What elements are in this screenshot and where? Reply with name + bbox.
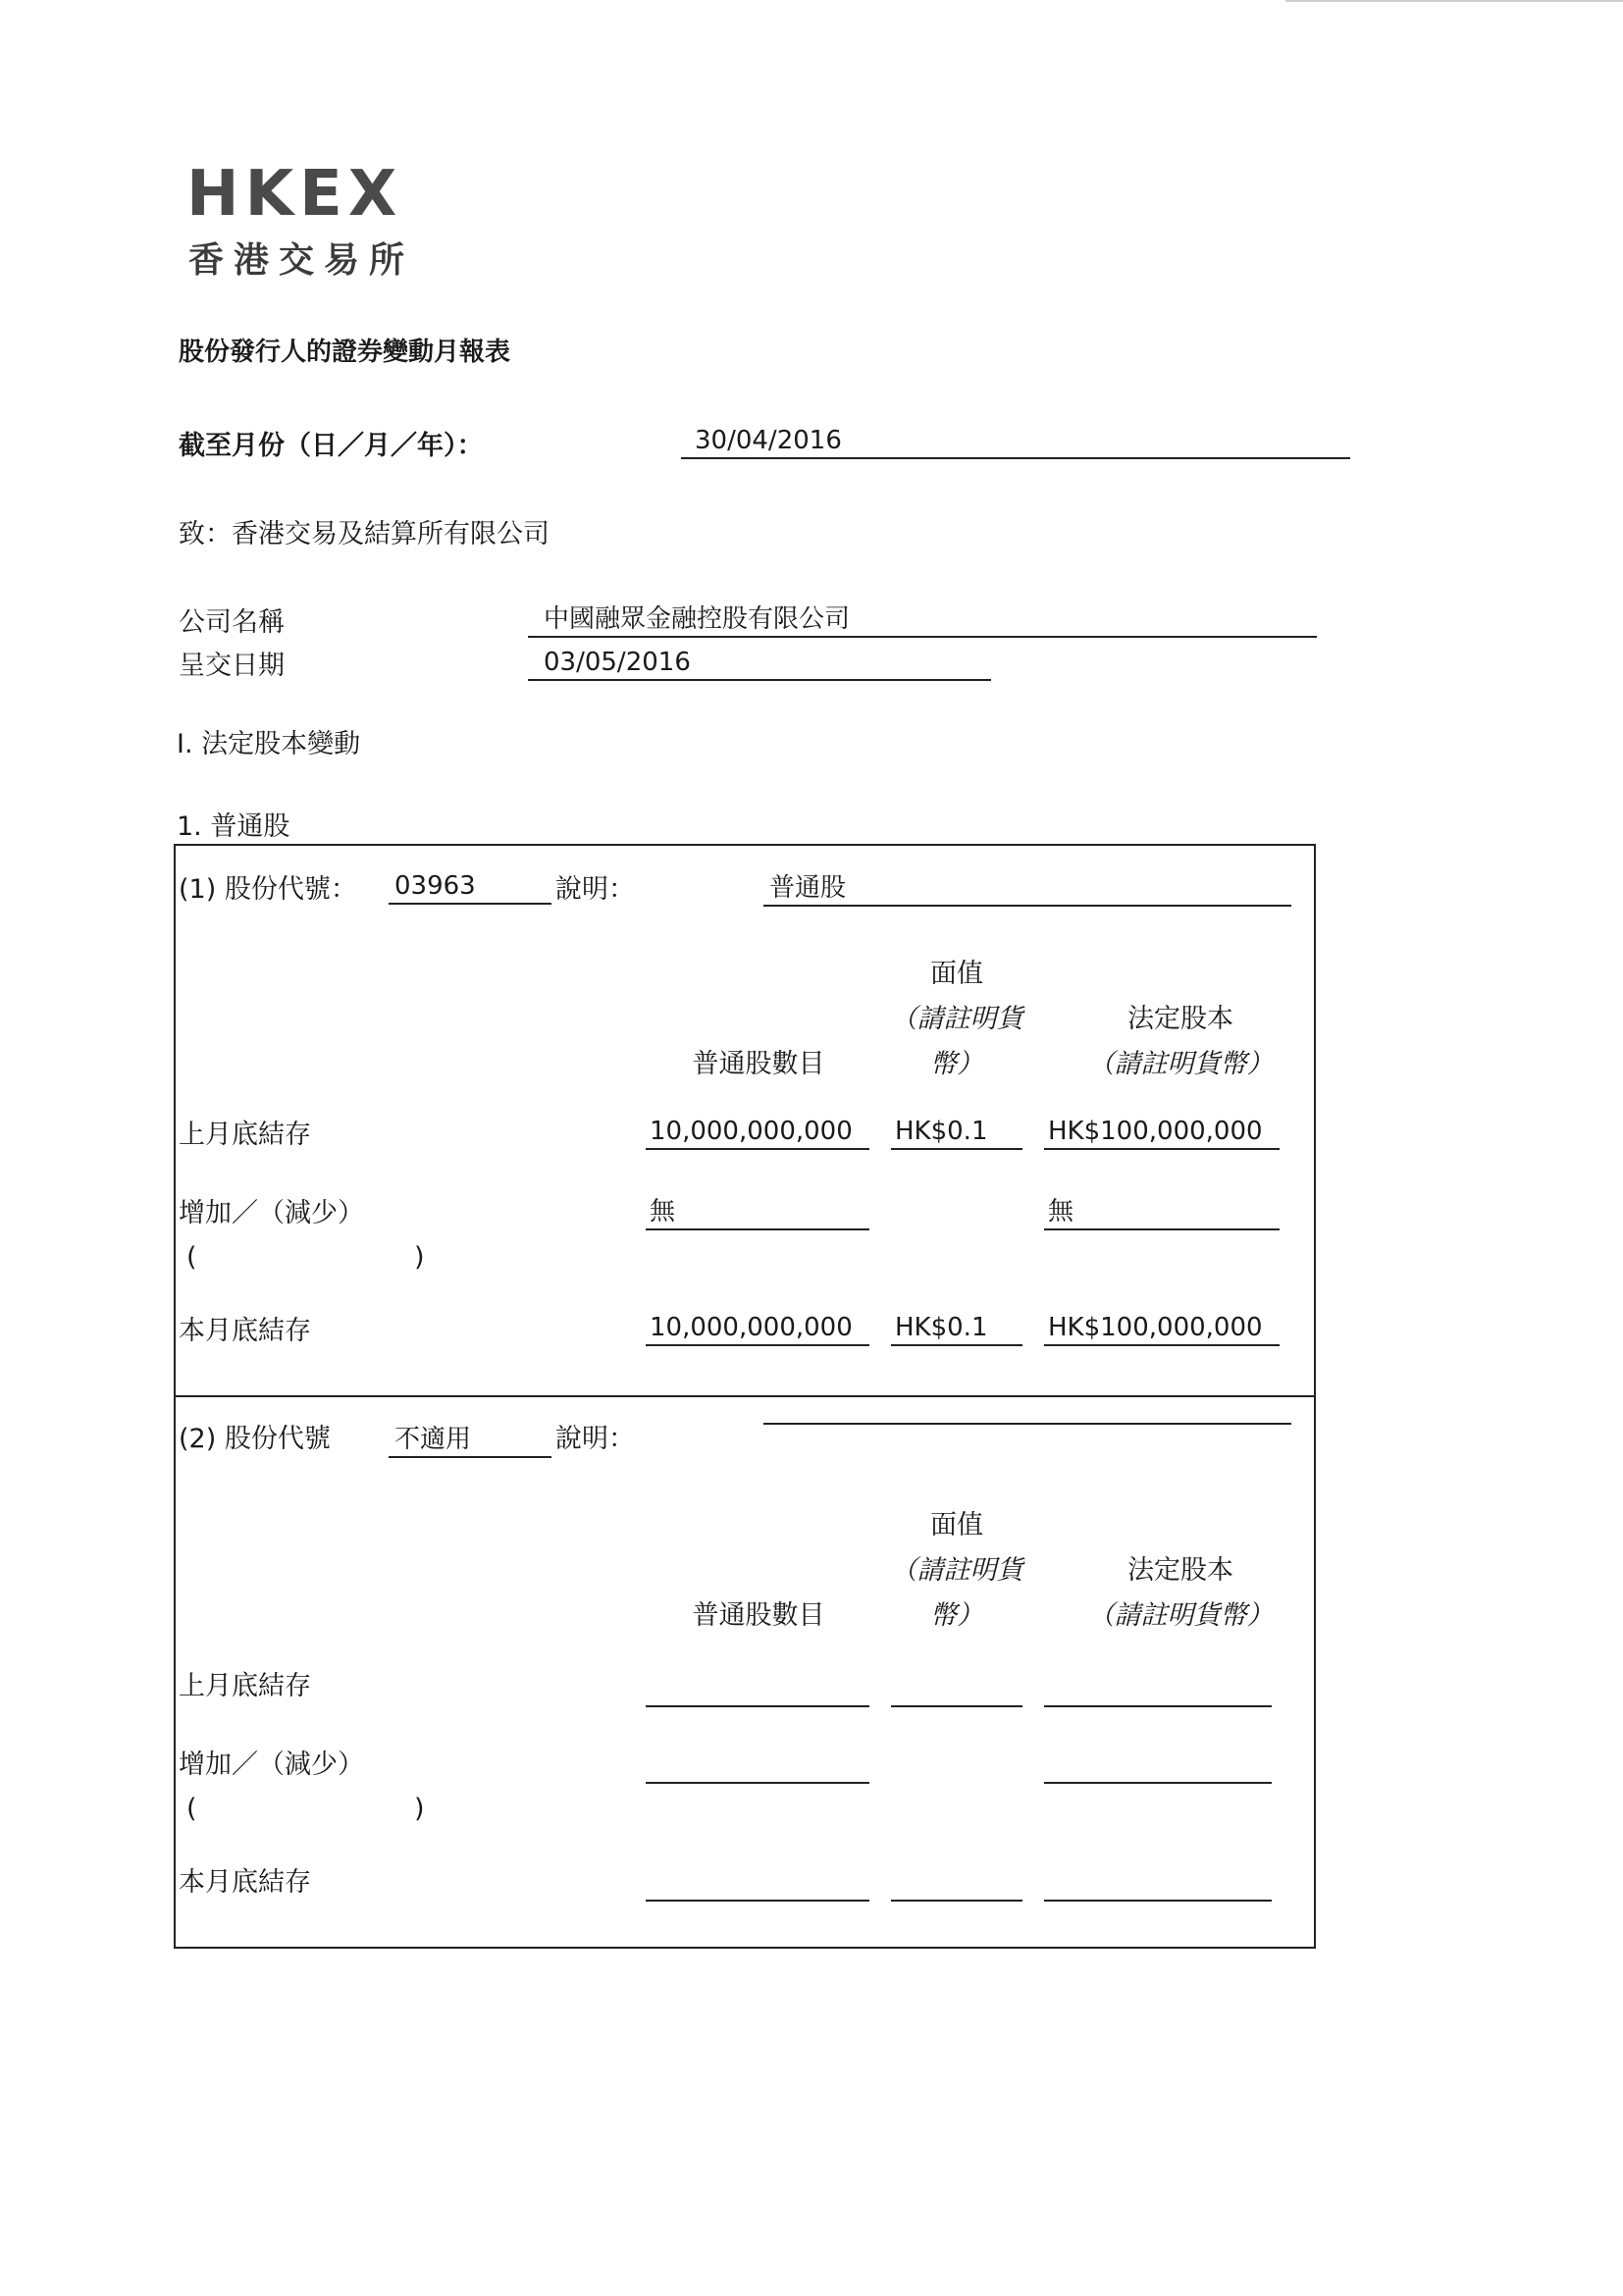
- block2-closing-par-line: [891, 1900, 1022, 1902]
- block2-code-label: (2) 股份代號: [179, 1424, 331, 1454]
- block1-col-par-line2: （請註明貨: [890, 1004, 1023, 1034]
- block2-opening-auth-line: [1044, 1705, 1272, 1707]
- block2-col-auth-line2: （請註明貨幣）: [1087, 1600, 1274, 1631]
- block1-col-par-line3: 幣）: [930, 1049, 983, 1079]
- block2-change-paren-open: (: [186, 1794, 197, 1824]
- block1-col-shares: 普通股數目: [692, 1049, 825, 1079]
- block1-col-auth-line2: （請註明貨幣）: [1087, 1049, 1274, 1079]
- hkex-logo: HKEX: [186, 158, 403, 231]
- block2-col-par-line2: （請註明貨: [890, 1555, 1023, 1586]
- submission-date-value: 03/05/2016: [528, 646, 991, 681]
- block2-change-paren-close: ): [414, 1794, 425, 1824]
- block1-closing-label: 本月底結存: [179, 1316, 311, 1346]
- block1-change-label: 增加／（減少）: [179, 1198, 364, 1228]
- block1-change-auth: 無: [1044, 1195, 1280, 1230]
- block1-closing-par: HK$0.1: [891, 1311, 1022, 1346]
- block1-change-shares: 無: [646, 1195, 869, 1230]
- submission-date-label: 呈交日期: [179, 651, 285, 681]
- company-name-label: 公司名稱: [179, 607, 285, 638]
- block2-closing-shares-line: [646, 1900, 869, 1902]
- subsection-title: 1. 普通股: [177, 811, 290, 842]
- block1-change-paren-open: (: [186, 1242, 197, 1273]
- block1-desc-label: 說明：: [555, 874, 635, 905]
- block1-closing-shares: 10,000,000,000: [646, 1311, 869, 1346]
- block1-change-paren-close: ): [414, 1242, 425, 1273]
- block2-change-label: 增加／（減少）: [179, 1749, 364, 1780]
- block1-opening-auth: HK$100,000,000: [1044, 1115, 1280, 1150]
- scan-edge-mark: [1285, 0, 1623, 2]
- block2-closing-auth-line: [1044, 1900, 1272, 1902]
- block2-opening-shares-line: [646, 1705, 869, 1707]
- block2-opening-par-line: [891, 1705, 1022, 1707]
- form-title: 股份發行人的證券變動月報表: [179, 338, 511, 367]
- block1-closing-auth: HK$100,000,000: [1044, 1311, 1280, 1346]
- block1-desc-value: 普通股: [763, 871, 1291, 907]
- block2-desc-value: [763, 1423, 1291, 1425]
- block1-opening-label: 上月底結存: [179, 1120, 311, 1150]
- block2-desc-label: 說明：: [555, 1424, 635, 1454]
- addressee: 致：香港交易及結算所有限公司: [179, 519, 550, 549]
- period-value: 30/04/2016: [681, 424, 1350, 459]
- block2-col-par-line1: 面值: [930, 1510, 983, 1540]
- share-block-2: [174, 1395, 1316, 1949]
- block1-col-par-line1: 面值: [930, 959, 983, 989]
- block1-col-auth-line1: 法定股本: [1127, 1004, 1233, 1034]
- block1-opening-shares: 10,000,000,000: [646, 1115, 869, 1150]
- block2-opening-label: 上月底結存: [179, 1671, 311, 1701]
- block2-closing-label: 本月底結存: [179, 1867, 311, 1898]
- hkex-logo-chinese: 香港交易所: [188, 240, 415, 281]
- block2-code-value: 不適用: [389, 1423, 551, 1458]
- block2-col-par-line3: 幣）: [930, 1600, 983, 1631]
- company-name-value: 中國融眾金融控股有限公司: [528, 602, 1317, 638]
- section-title: I. 法定股本變動: [177, 729, 361, 759]
- block2-col-shares: 普通股數目: [692, 1600, 825, 1631]
- block2-change-shares-line: [646, 1782, 869, 1784]
- block1-code-label: (1) 股份代號：: [179, 874, 357, 905]
- block2-change-auth-line: [1044, 1782, 1272, 1784]
- period-label: 截至月份（日／月／年）：: [179, 431, 484, 461]
- block2-col-auth-line1: 法定股本: [1127, 1555, 1233, 1586]
- block1-code-value: 03963: [389, 869, 551, 905]
- block1-opening-par: HK$0.1: [891, 1115, 1022, 1150]
